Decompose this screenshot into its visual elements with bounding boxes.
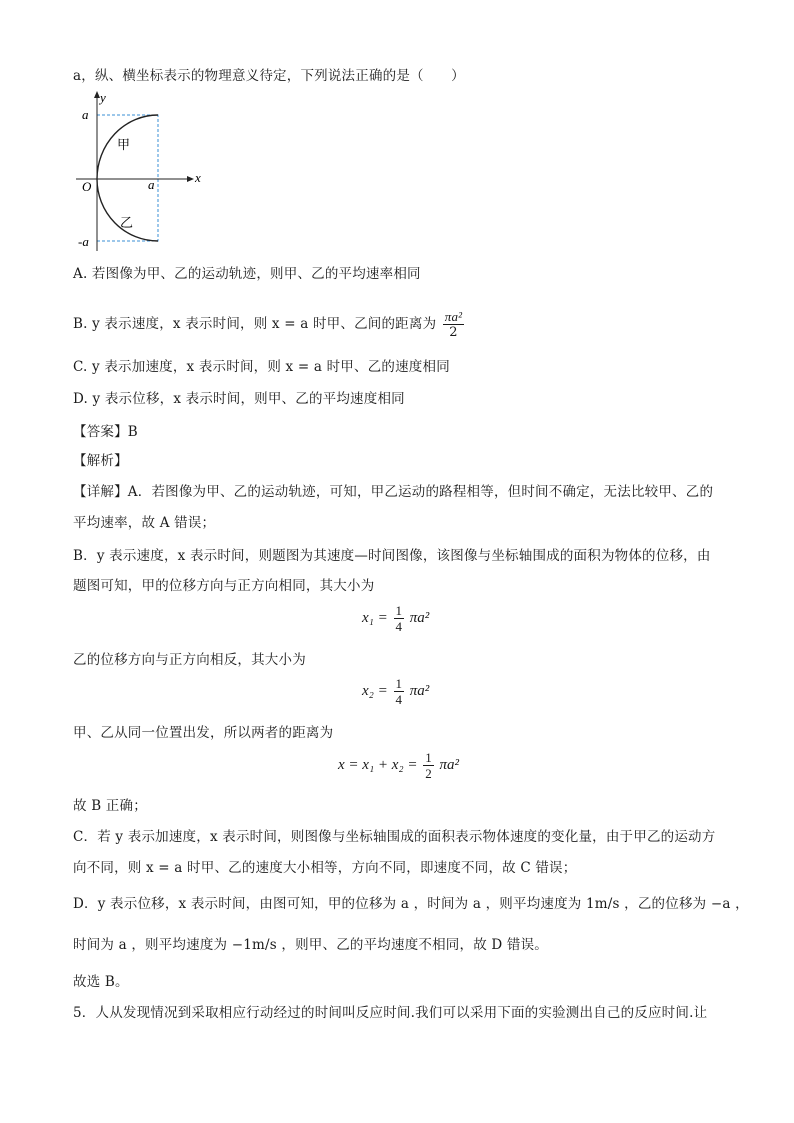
label-a-right: a [148, 177, 155, 192]
option-b-fraction [443, 309, 465, 340]
equation-2 [362, 676, 429, 707]
analysis-header: 【解析】 [73, 453, 128, 469]
detail-line-3: B．y 表示速度，x 表示时间，则题图为其速度—时间图像，该图像与坐标轴围成的面积为物体的位移，由 [73, 548, 711, 564]
eq1-rhs: πa² [409, 609, 430, 626]
eq2-fraction [394, 676, 405, 707]
eq3-num: 1 [425, 750, 432, 765]
label-neg-a: -a [78, 234, 89, 249]
eq1-den: 4 [395, 619, 402, 634]
eq3-den: 2 [425, 766, 432, 781]
label-a-top: a [82, 107, 89, 122]
detail-line-5: 乙的位移方向与正方向相反，其大小为 [73, 652, 306, 668]
next-question: 5．人从发现情况到采取相应行动经过的时间叫反应时间.我们可以采用下面的实验测出自己的反应时间.让 [73, 1005, 708, 1021]
option-b-frac-num: πa² [444, 309, 463, 324]
eq3-fraction [423, 750, 434, 781]
option-d: D. y 表示位移，x 表示时间，则甲、乙的平均速度相同 [73, 391, 405, 407]
equation-3 [338, 750, 459, 781]
detail-line-12: 故选 B。 [73, 974, 129, 990]
label-y: y [100, 90, 106, 105]
option-b-frac-den: 2 [449, 325, 458, 340]
eq2-lhs: x₂ = [362, 682, 388, 699]
eq2-rhs: πa² [409, 682, 430, 699]
eq1-lhs: x₁ = [362, 609, 388, 626]
detail-line-1: 【详解】A．若图像为甲、乙的运动轨迹，可知，甲乙运动的路程相等，但时间不确定，无法比较甲、乙的 [73, 484, 714, 500]
label-yi: 乙 [120, 215, 134, 230]
option-a: A. 若图像为甲、乙的运动轨迹，则甲、乙的平均速率相同 [73, 266, 421, 282]
detail-line-10: D．y 表示位移，x 表示时间，由图可知，甲的位移为 a ，时间为 a ，则平均速度为 1m/s ，乙的位移为 −a ， [73, 896, 749, 912]
option-b [73, 309, 466, 340]
eq2-num: 1 [395, 676, 402, 691]
option-c: C. y 表示加速度，x 表示时间，则 x = a 时甲、乙的速度相同 [73, 359, 450, 375]
label-x: x [195, 170, 201, 185]
label-jia: 甲 [117, 137, 131, 152]
detail-line-7: 故 B 正确； [73, 798, 147, 814]
eq3-rhs: πa² [439, 756, 460, 773]
equation-1 [362, 603, 429, 634]
detail-line-11: 时间为 a ，则平均速度为 −1m/s ，则甲、乙的平均速度不相同，故 D 错误。 [73, 937, 548, 953]
graph-figure [70, 88, 210, 253]
x-axis-arrow [187, 176, 194, 182]
eq2-den: 4 [395, 692, 402, 707]
detail-line-9: 向不同，则 x = a 时甲、乙的速度大小相等，方向不同，即速度不同，故 C 错误； [73, 860, 577, 876]
detail-line-8: C．若 y 表示加速度，x 表示时间，则图像与坐标轴围成的面积表示物体速度的变化量，由于甲乙的运动方 [73, 829, 716, 845]
label-origin: O [82, 179, 92, 194]
eq1-fraction [394, 603, 405, 634]
option-b-text: B. y 表示速度，x 表示时间，则 x = a 时甲、乙间的距离为 [73, 316, 437, 332]
question-intro: a，纵、横坐标表示的物理意义待定，下列说法正确的是（ ） [73, 68, 465, 84]
eq1-num: 1 [395, 603, 402, 618]
answer-line: 【答案】B [73, 424, 138, 440]
detail-line-6: 甲、乙从同一位置出发，所以两者的距离为 [73, 725, 334, 741]
detail-line-2: 平均速率，故 A 错误； [73, 515, 216, 531]
detail-line-4: 题图可知，甲的位移方向与正方向相同，其大小为 [73, 578, 375, 594]
eq3-lhs: x = x₁ + x₂ = [338, 756, 418, 773]
